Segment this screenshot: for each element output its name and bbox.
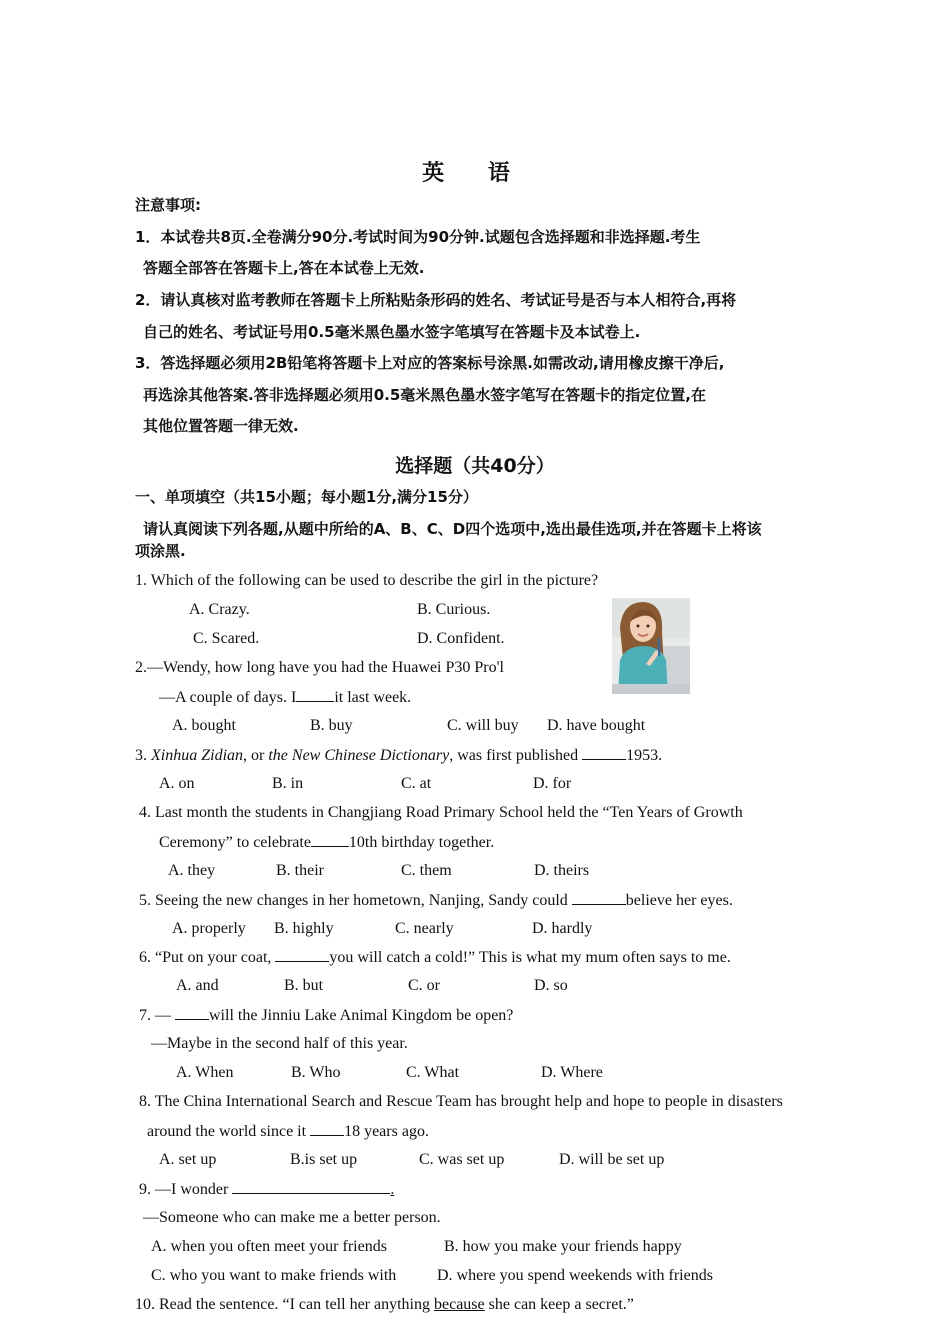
answer-blank: [310, 1121, 344, 1136]
question-8: 8. The China International Search and Rescue Team has brought help and hope to people in disasters: [139, 1093, 783, 1110]
q4-text-pre: Ceremony” to celebrate: [159, 834, 311, 851]
answer-blank: [582, 745, 626, 760]
note-line-5: 3．答选择题必须用2B铅笔将答题卡上对应的答案标号涂黑.如需改动,请用橡皮擦干净后,: [135, 354, 725, 372]
q1-option-a: A. Crazy.: [189, 601, 250, 618]
q9-option-c: C. who you want to make friends with: [151, 1267, 397, 1284]
q9-option-a: A. when you often meet your friends: [151, 1238, 387, 1255]
q6-option-a: A. and: [176, 977, 219, 994]
q6-text-post: you will catch a cold!” This is what my mum often says to me.: [329, 949, 731, 966]
q9-option-b: B. how you make your friends happy: [444, 1238, 682, 1255]
q2-option-c: C. will buy: [447, 717, 519, 734]
question-10: [135, 1295, 634, 1315]
q8-option-a: A. set up: [159, 1151, 217, 1168]
answer-blank: [275, 947, 329, 962]
q6-option-b: B. but: [284, 977, 324, 994]
question-2-response: [159, 687, 411, 708]
q3-option-d: D. for: [533, 775, 572, 792]
answer-blank: [175, 1005, 209, 1020]
question-1: 1. Which of the following can be used to describe the girl in the picture?: [135, 572, 599, 589]
question-6: [139, 947, 731, 968]
q4-option-d: D. theirs: [534, 862, 590, 879]
q6-option-c: C. or: [408, 977, 440, 994]
q5-text-pre: 5. Seeing the new changes in her hometown, Nanjing, Sandy could: [139, 892, 572, 909]
q1-option-c: C. Scared.: [193, 630, 260, 647]
q2-option-a: A. bought: [172, 717, 236, 734]
q8-text-pre: around the world since it: [147, 1123, 311, 1140]
q4-option-a: A. they: [168, 862, 216, 879]
answer-blank: [572, 890, 626, 905]
q4-text-post: 10th birthday together.: [348, 834, 495, 851]
note-line-7: 其他位置答题一律无效.: [143, 417, 299, 435]
q3-title-2: the New Chinese Dictionary: [268, 747, 450, 764]
part1-instruction-2: 项涂黑.: [135, 542, 186, 560]
q1-option-d: D. Confident.: [417, 630, 505, 647]
q10-text-post: she can keep a secret.”: [484, 1296, 634, 1313]
q3-number: 3.: [135, 747, 151, 764]
q2-option-d: D. have bought: [547, 717, 646, 734]
q5-option-c: C. nearly: [395, 920, 454, 937]
part1-instruction-1: 请认真阅读下列各题,从题中所给的A、B、C、D四个选项中,选出最佳选项,并在答题卡上将该: [143, 520, 762, 538]
q3-option-b: B. in: [272, 775, 304, 792]
part1-heading: 一、单项填空（共15小题；每小题1分,满分15分）: [135, 488, 478, 506]
q9-option-d: D. where you spend weekends with friends: [437, 1267, 713, 1284]
page-title: 英 语: [422, 161, 528, 186]
question-4: 4. Last month the students in Changjiang Road Primary School held the “Ten Years of Growth: [139, 804, 743, 821]
question-9: [139, 1179, 394, 1200]
q5-option-a: A. properly: [172, 920, 246, 937]
q2-text-post: it last week.: [334, 689, 412, 706]
q8-text-post: 18 years ago.: [344, 1123, 429, 1140]
q9-text-pre: 9. —I wonder: [139, 1181, 233, 1198]
q6-option-d: D. so: [534, 977, 568, 994]
q7-option-a: A. When: [176, 1064, 234, 1081]
question-7-response: —Maybe in the second half of this year.: [151, 1035, 408, 1052]
question-9-response: —Someone who can make me a better person.: [143, 1209, 441, 1226]
q8-option-b: B.is set up: [290, 1151, 358, 1168]
notes-heading: 注意事项:: [135, 196, 201, 214]
answer-blank: [311, 832, 349, 847]
question-3: [135, 745, 662, 766]
q4-option-c: C. them: [401, 862, 452, 879]
question-7: [139, 1005, 513, 1026]
q4-option-b: B. their: [276, 862, 324, 879]
section-title: 选择题（共40分）: [395, 455, 555, 477]
q3-text-mid: , or: [243, 747, 269, 764]
note-line-1: 1．本试卷共8页.全卷满分90分.考试时间为90分钟.试题包含选择题和非选择题.考生: [135, 228, 701, 246]
q7-option-c: C. What: [406, 1064, 460, 1081]
q5-option-b: B. highly: [274, 920, 334, 937]
note-line-4: 自己的姓名、考试证号用0.5毫米黑色墨水签字笔填写在答题卡及本试卷上.: [143, 323, 641, 341]
q3-option-c: C. at: [401, 775, 432, 792]
girl-picture: [612, 598, 690, 694]
q7-text-pre: 7. —: [139, 1007, 175, 1024]
note-line-6: 再选涂其他答案.答非选择题必须用0.5毫米黑色墨水签字笔写在答题卡的指定位置,在: [143, 386, 706, 404]
q7-option-b: B. Who: [291, 1064, 341, 1081]
q8-option-c: C. was set up: [419, 1151, 505, 1168]
q10-underlined-word: because: [434, 1296, 485, 1313]
q2-text-pre: —A couple of days. I: [159, 689, 297, 706]
answer-blank: [232, 1179, 390, 1194]
q9-text-end: .: [390, 1181, 395, 1198]
q7-text-post: will the Jinniu Lake Animal Kingdom be open?: [209, 1007, 514, 1024]
answer-blank: [296, 687, 334, 702]
q5-option-d: D. hardly: [532, 920, 593, 937]
question-5: [139, 890, 733, 911]
q3-title-1: Xinhua Zidian: [151, 747, 244, 764]
q3-text-post: , was first published: [449, 747, 583, 764]
q7-option-d: D. Where: [541, 1064, 603, 1081]
q1-option-b: B. Curious.: [417, 601, 491, 618]
question-8-line-2: [147, 1121, 429, 1142]
q3-text-end: 1953.: [626, 747, 663, 764]
q10-text-pre: 10. Read the sentence. “I can tell her anything: [135, 1296, 434, 1313]
q6-text-pre: 6. “Put on your coat,: [139, 949, 276, 966]
q2-option-b: B. buy: [310, 717, 353, 734]
question-2: 2.—Wendy, how long have you had the Huawei P30 Pro'l: [135, 659, 504, 676]
q5-text-post: believe her eyes.: [625, 892, 733, 909]
note-line-2: 答题全部答在答题卡上,答在本试卷上无效.: [143, 259, 425, 277]
q8-option-d: D. will be set up: [559, 1151, 665, 1168]
q3-option-a: A. on: [159, 775, 195, 792]
question-4-line-2: [159, 832, 494, 853]
note-line-3: 2．请认真核对监考教师在答题卡上所粘贴条形码的姓名、考试证号是否与本人相符合,再将: [135, 291, 737, 309]
